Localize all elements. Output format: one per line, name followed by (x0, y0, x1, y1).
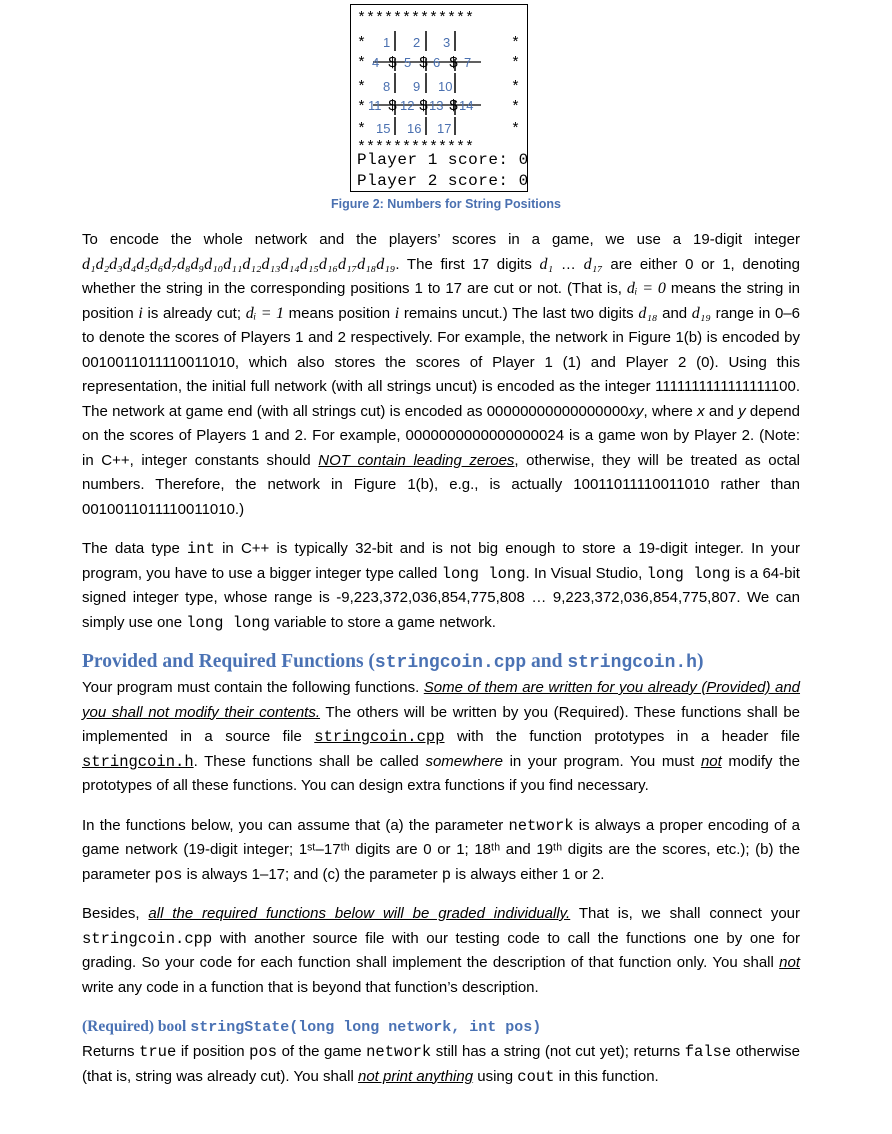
svg-text:$: $ (449, 98, 459, 115)
svg-text:$: $ (419, 98, 429, 115)
fig-border-bottom: ************* (357, 139, 475, 155)
svg-text:*: * (511, 55, 521, 72)
figure-caption: Figure 2: Numbers for String Positions (331, 197, 561, 211)
svg-text:10: 10 (438, 79, 453, 94)
svg-text:$: $ (449, 55, 459, 72)
string-network-diagram (351, 5, 529, 155)
paragraph-stringstate-desc: Returns true if position pos of the game network still has a string (not cut yet); returns false otherwise (that is, string was already cut). You shall not print anything using cout in this function. (82, 1043, 800, 1086)
svg-text:*: * (511, 121, 521, 138)
svg-text:15: 15 (376, 121, 391, 136)
svg-text:*: * (511, 79, 521, 96)
svg-text:*: * (357, 35, 367, 52)
section-heading-functions: Provided and Required Functions (stringcoin.cpp and stringcoin.h) (82, 651, 704, 673)
paragraph-long-long: The data type int in C++ is typically 32-bit and is not big enough to store a 19-digit integer. In your program, you have to use a bigger integer type called long long. In Visual Studio, long long is a 64-bit signed integer type, whose range is -9,223,372,036,854,775,808 … 9,223,372,036,854,775,807. We can simply use one long long variable to store a game network. (82, 540, 800, 632)
svg-text:7: 7 (464, 55, 472, 70)
svg-text:9: 9 (413, 79, 421, 94)
svg-text:11: 11 (368, 98, 382, 113)
svg-text:*: * (511, 99, 521, 116)
svg-text:13: 13 (429, 98, 444, 113)
svg-text:$: $ (388, 98, 398, 115)
paragraph-assumptions: In the functions below, you can assume that (a) the parameter network is always a proper encoding of a game network (19-digit integer; 1ˢᵗ–17ᵗʰ digits are 0 or 1; 18ᵗʰ and 19ᵗʰ digits are the scores, etc.); (b) the parameter pos is always 1–17; and (c) the parameter p is always either 1 or 2. (82, 816, 801, 884)
svg-text:*: * (357, 79, 367, 96)
svg-text:4: 4 (372, 55, 380, 70)
paragraph-grading: Besides, all the required functions below will be graded individually. That is, we shall connect your stringcoin.cpp with another source file with our testing code to call the functions one by one for grading. So your code for each function shall implement the description of that function only. You shall not write any code in a function that is beyond that function’s description. (82, 905, 800, 996)
svg-text:2: 2 (413, 35, 421, 50)
svg-text:5: 5 (404, 55, 412, 70)
svg-text:*: * (511, 35, 521, 52)
function-heading-stringstate: (Required) bool stringState(long long network, int pos) (82, 1018, 542, 1036)
svg-text:$: $ (419, 55, 429, 72)
document-body (82, 228, 800, 1089)
svg-text:14: 14 (459, 98, 474, 113)
svg-text:*: * (357, 121, 367, 138)
player-1-score: Player 1 score: 0 (357, 151, 529, 169)
svg-text:16: 16 (407, 121, 422, 136)
paragraph-functions-intro: Your program must contain the following functions. Some of them are written for you already (Provided) and you shall not modify their contents. The others will be written by you (Required). These functions shall be implemented in a source file stringcoin.cpp with the function prototypes in a header file stringcoin.h. These functions shall be called somewhere in your program. You must not modify the prototypes of all these functions. You can design extra functions if you find necessary. (82, 679, 801, 794)
svg-text:8: 8 (383, 79, 391, 94)
svg-text:*: * (357, 55, 367, 72)
svg-text:$: $ (388, 55, 398, 72)
svg-text:1: 1 (383, 35, 391, 50)
paragraph-encoding: To encode the whole network and the players’ scores in a game, we use a 19-digit integer d₁d₂d₃d₄d₅d₆d₇d₈d₉d₁₀d₁₁d₁₂d₁₃d₁₄d₁₅d₁₆d₁₇d₁₈d₁₉. The first 17 digits d₁ … d₁₇ are either 0 or 1, denoting whether the string in the corresponding positions 1 to 17 are cut or not. (That is, dᵢ = 0 means the string in position i is already cut; dᵢ = 1 means position i remains uncut.) The last two digits d₁₈ and d₁₉ range in 0–6 to denote the scores of Players 1 and 2 respectively. For example, the network in Figure 1(b) is encoded by 0010011011110011010, which also stores the scores of Player 1 (1) and Player 2 (0). Using this representation, the initial full network (with all strings uncut) is encoded as the integer 1111111111111111100. The network at game end (with all strings cut) is encoded as 00000000000000000xy, where x and y depend on the scores of Players 1 and 2. For example, 0000000000000000024 is a game won by Player 2. (Note: in C++, integer constants should NOT contain leading zeroes, otherwise, they will be treated as octal numbers. Therefore, the network in Figure 1(b), e.g., is actually 10011011110011010 rather than 0010011011110011010.) (82, 231, 800, 518)
fig-border-top: ************* (357, 10, 475, 27)
svg-text:12: 12 (400, 98, 415, 113)
player-2-score: Player 2 score: 0 (357, 172, 529, 190)
svg-text:17: 17 (437, 121, 452, 136)
svg-text:3: 3 (443, 35, 451, 50)
figure-2-box (350, 4, 528, 192)
svg-text:6: 6 (433, 55, 441, 70)
svg-text:*: * (357, 99, 367, 116)
